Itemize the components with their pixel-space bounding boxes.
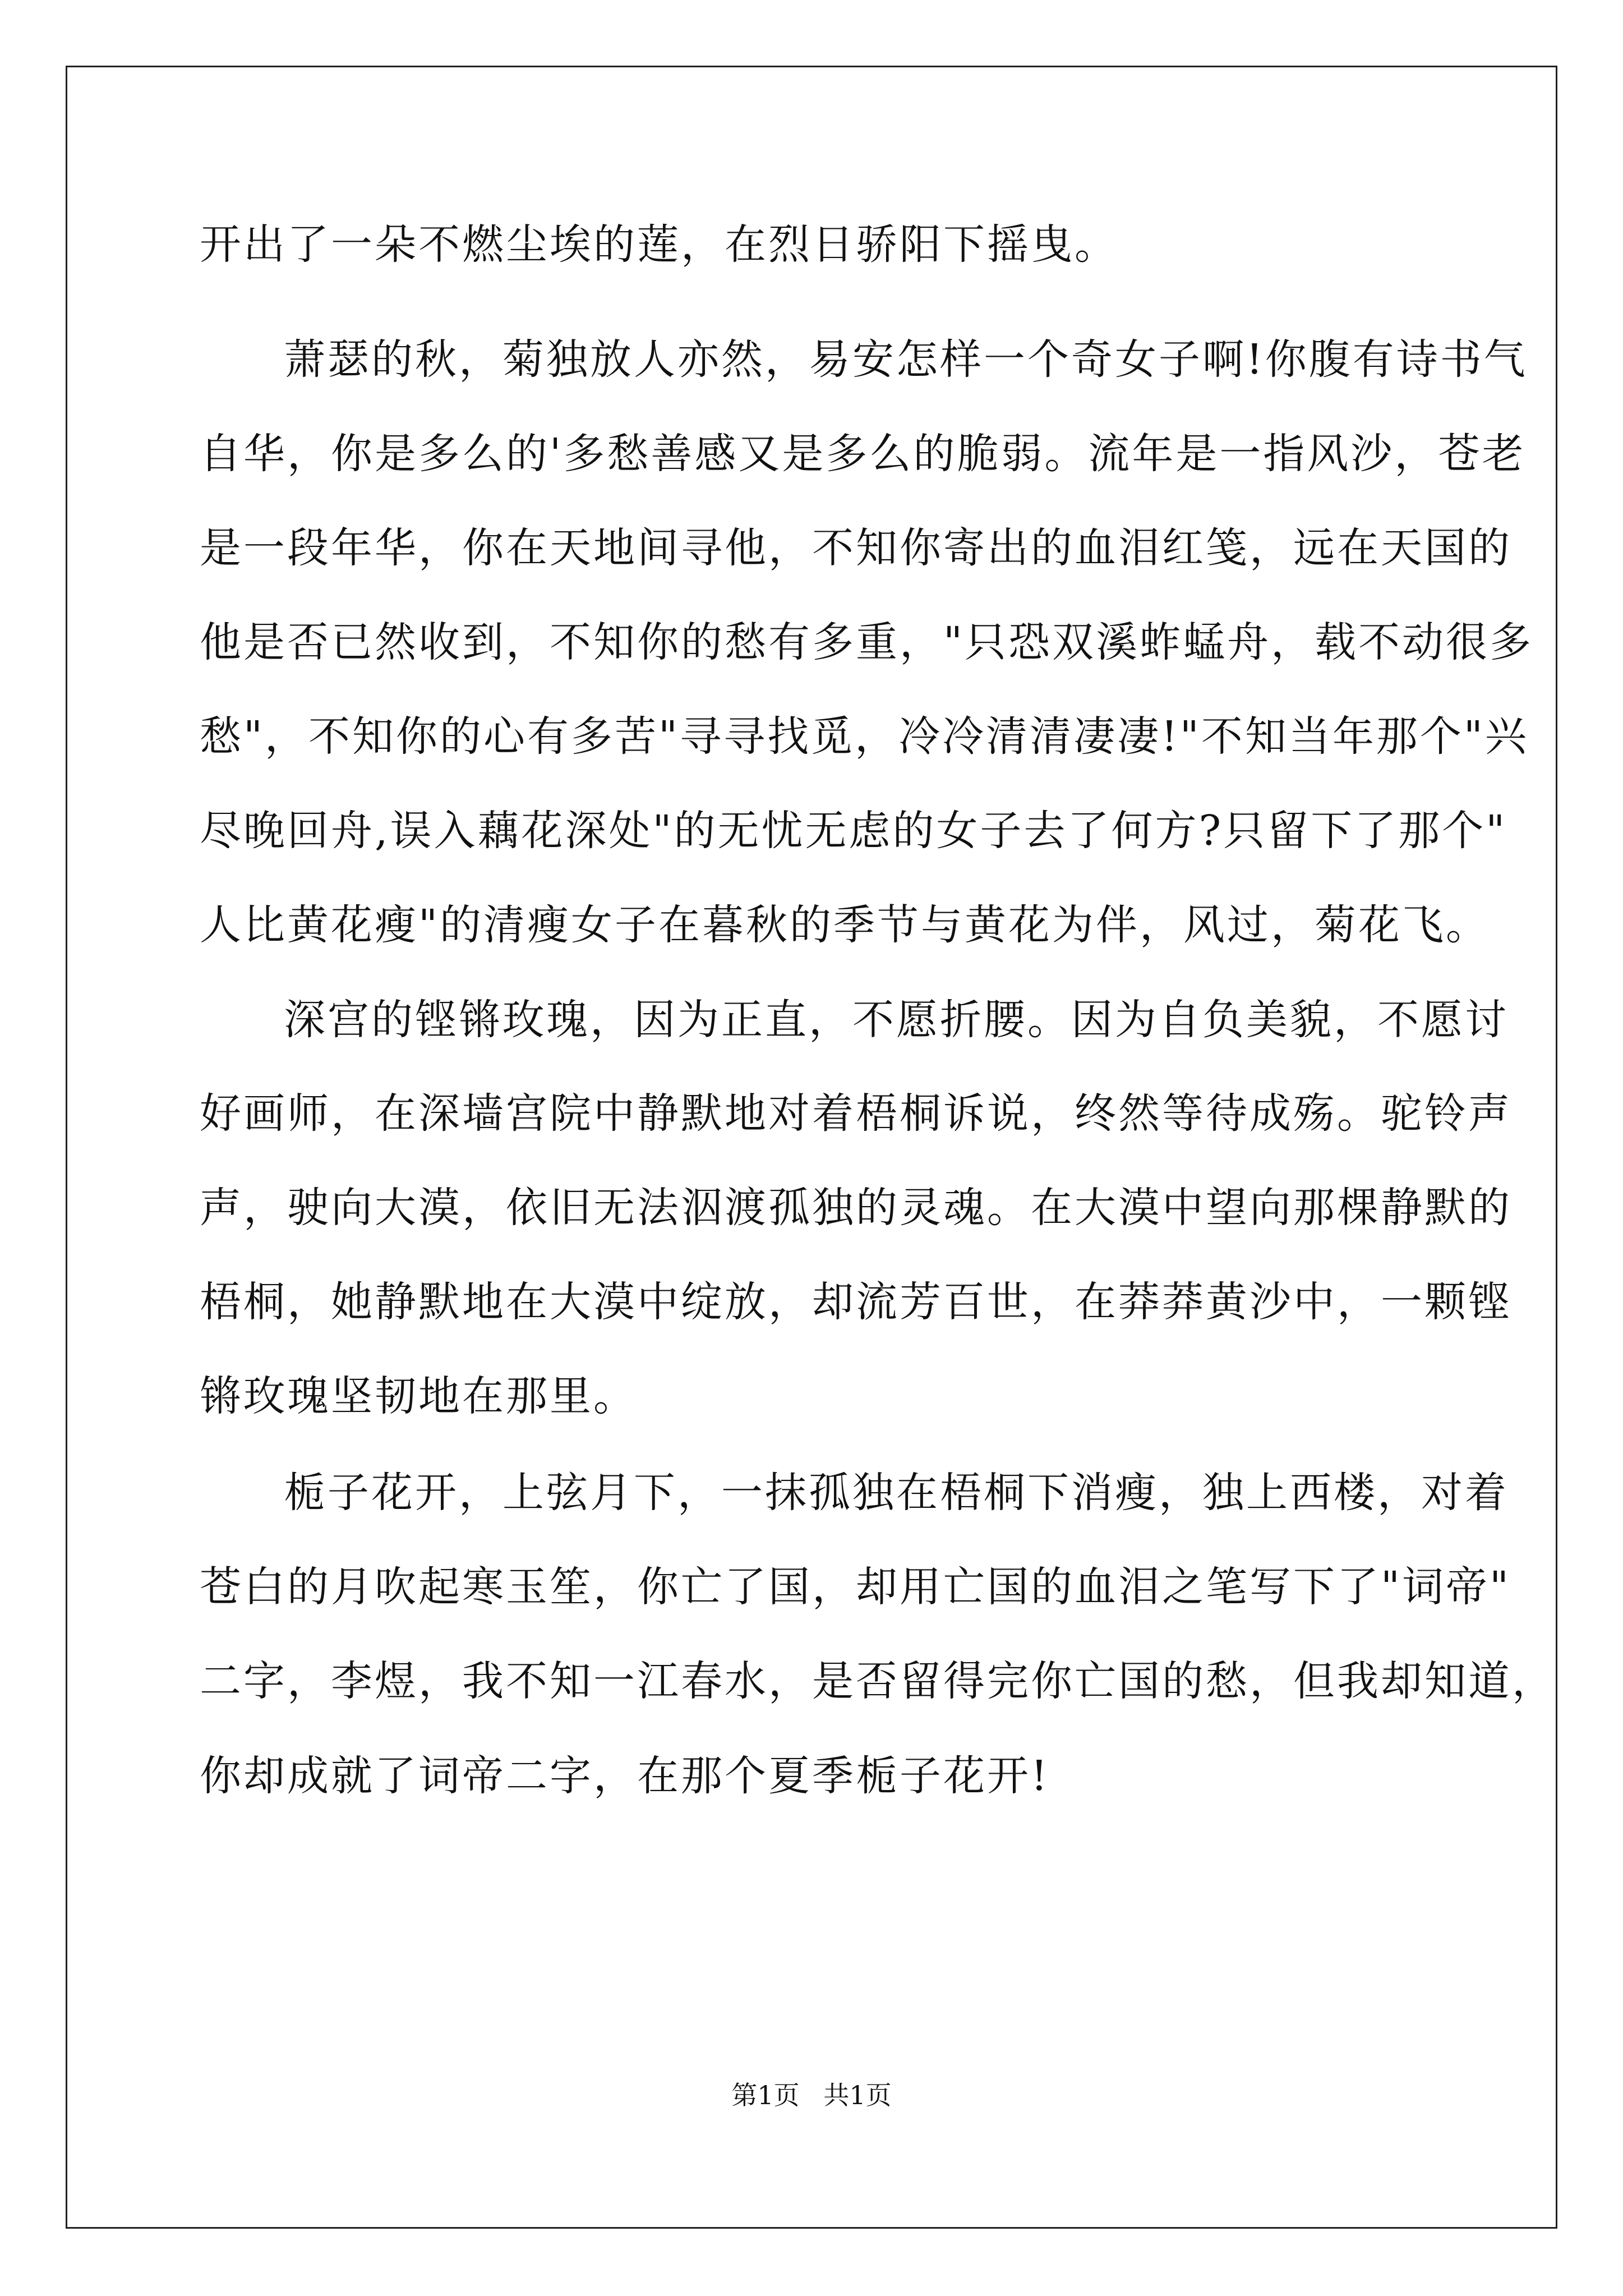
text-line: 开出了一朵不燃尘埃的莲，在烈日骄阳下摇曳。	[200, 220, 1118, 269]
text-line: 是一段年华，你在天地间寻他，不知你寄出的血泪红笺，远在天国的	[200, 524, 1512, 572]
text-line: 苍白的月吹起寒玉笙，你亡了国，却用亡国的血泪之笔写下了"词帝"	[200, 1563, 1511, 1611]
text-line: 声，驶向大漠，依旧无法泅渡孤独的灵魂。在大漠中望向那棵静默的	[200, 1184, 1512, 1232]
text-line: 锵玫瑰坚韧地在那里。	[200, 1372, 637, 1420]
page-total: 共1页	[823, 2080, 892, 2110]
paragraph-start-line: 萧瑟的秋，菊独放人亦然，易安怎样一个奇女子啊!你腹有诗书气	[284, 335, 1528, 384]
page-number: 第1页	[731, 2080, 800, 2110]
page-border	[66, 66, 1557, 2229]
text-line: 好画师，在深墙宫院中静默地对着梧桐诉说，终然等待成殇。驼铃声	[200, 1089, 1512, 1138]
text-line: 二字，李煜，我不知一江春水，是否留得完你亡国的愁，但我却知道，	[200, 1657, 1556, 1705]
text-line: 尽晚回舟,误入藕花深处"的无忧无虑的女子去了何方?只留下了那个"	[200, 807, 1507, 855]
text-line: 愁"，不知你的心有多苦"寻寻找觅，冷冷清清凄凄!"不知当年那个"兴	[200, 712, 1529, 761]
text-line: 人比黄花瘦"的清瘦女子在暮秋的季节与黄花为伴，风过，菊花飞。	[200, 901, 1490, 949]
paragraph-start-line: 深宫的铿锵玫瑰，因为正直，不愿折腰。因为自负美貌，不愿讨	[284, 996, 1509, 1044]
text-line: 他是否已然收到，不知你的愁有多重，"只恐双溪蚱蜢舟，载不动很多	[200, 618, 1534, 666]
text-line: 你却成就了词帝二字，在那个夏季栀子花开!	[200, 1752, 1050, 1800]
page-footer	[0, 2078, 1623, 2112]
paragraph-start-line: 栀子花开，上弦月下，一抹孤独在梧桐下消瘦，独上西楼，对着	[284, 1469, 1509, 1517]
text-line: 自华，你是多么的'多愁善感又是多么的脆弱。流年是一指风沙，苍老	[200, 430, 1526, 478]
text-line: 梧桐，她静默地在大漠中绽放，却流芳百世，在莽莽黄沙中，一颗铿	[200, 1278, 1512, 1326]
